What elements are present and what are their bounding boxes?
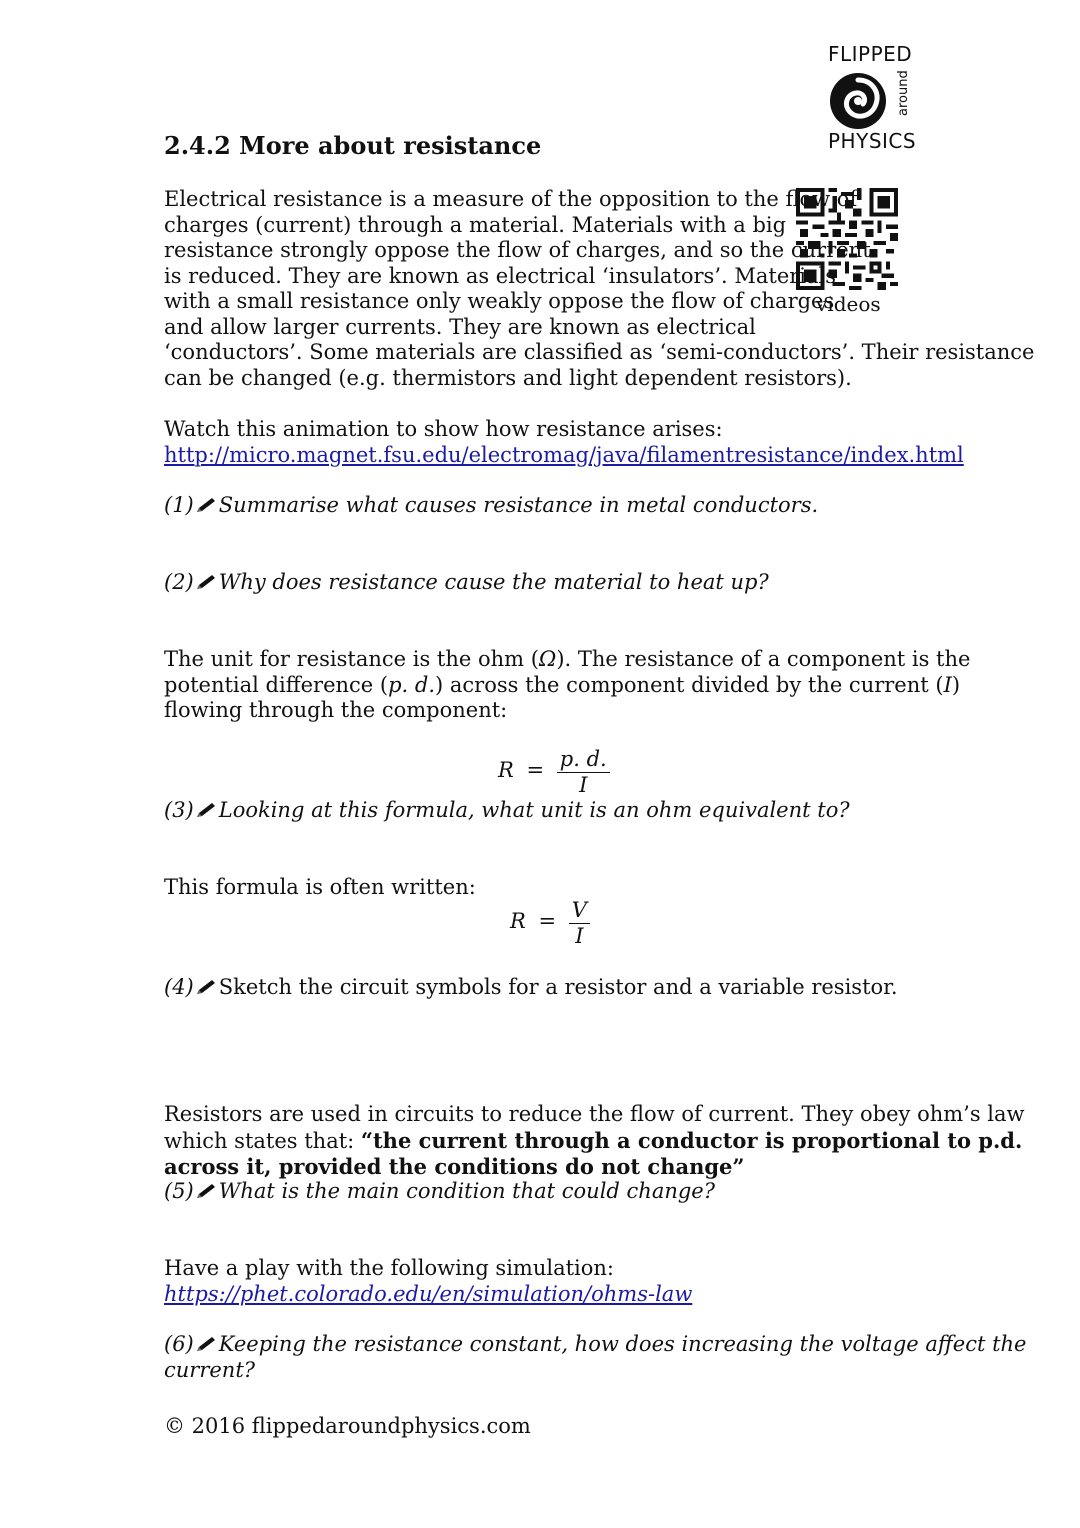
- logo-text-side: around: [896, 70, 911, 116]
- question-number: (2): [164, 570, 194, 594]
- pencil-icon: [195, 979, 217, 995]
- question-number: (4): [164, 975, 194, 999]
- formula-lhs: R: [498, 758, 514, 782]
- formula-equals: =: [538, 909, 557, 933]
- question-number: (6): [164, 1332, 194, 1356]
- question-text: Summarise what causes resistance in metal conductors.: [218, 493, 819, 517]
- text-run: which states that:: [164, 1128, 361, 1153]
- ohms-law-statement: “the current through a conductor is proportional to p.d.: [360, 1127, 1023, 1153]
- footer-copyright: © 2016 flippedaroundphysics.com: [164, 1414, 531, 1438]
- ohm-symbol: Ω: [538, 647, 557, 671]
- question-2: [164, 570, 769, 596]
- formula-numerator: p. d.: [557, 746, 610, 773]
- intro-line: and allow larger currents. They are known as electrical: [164, 314, 756, 339]
- intro-paragraph: [164, 187, 1035, 391]
- formula-fraction: [557, 746, 610, 797]
- question-text: Why does resistance cause the material to heat up?: [218, 570, 769, 594]
- intro-line: can be changed (e.g. thermistors and light dependent resistors).: [164, 365, 852, 390]
- formula-resistance-pd: [498, 746, 610, 797]
- logo-swirl-icon: [828, 70, 892, 132]
- question-3: [164, 798, 850, 824]
- question-6: [164, 1332, 1026, 1383]
- pencil-icon: [195, 802, 217, 818]
- text-run: ): [951, 672, 961, 697]
- text-run: ) across the component divided by the current (: [435, 672, 944, 697]
- question-5: [164, 1179, 715, 1205]
- formula-lhs: R: [510, 909, 526, 933]
- question-text: Looking at this formula, what unit is an ohm equivalent to?: [218, 798, 850, 822]
- animation-link[interactable]: http://micro.magnet.fsu.edu/electromag/java/filamentresistance/index.html: [164, 442, 964, 467]
- pencil-icon: [195, 1183, 217, 1199]
- formula-resistance-v: [510, 897, 590, 948]
- formula-equals: =: [526, 758, 545, 782]
- formula-numerator: V: [569, 897, 590, 924]
- intro-line: Electrical resistance is a measure of the opposition to the flow of: [164, 187, 858, 211]
- text-run: flowing through the component:: [164, 698, 508, 722]
- simulation-section: [164, 1256, 692, 1307]
- text-run: The unit for resistance is the ohm (: [164, 647, 539, 671]
- pencil-icon: [195, 1336, 217, 1352]
- question-text: Sketch the circuit symbols for a resistor and a variable resistor.: [218, 975, 898, 999]
- animation-text: Watch this animation to show how resistance arises:: [164, 417, 723, 441]
- current-symbol: I: [943, 672, 952, 697]
- ohms-law-statement: across it, provided the conditions do not change”: [164, 1154, 745, 1179]
- page-title: 2.4.2 More about resistance: [164, 131, 542, 160]
- formula-fraction: [569, 897, 590, 948]
- pencil-icon: [195, 497, 217, 513]
- intro-line: with a small resistance only weakly oppose the flow of charges: [164, 289, 835, 313]
- text-run: potential difference (: [164, 672, 389, 697]
- question-number: (5): [164, 1179, 194, 1203]
- logo-text-top: FLIPPED: [828, 42, 913, 66]
- intro-line: ‘conductors’. Some materials are classified as ‘semi-conductors’. Their resistance: [164, 340, 1035, 364]
- question-text: What is the main condition that could change?: [218, 1179, 715, 1203]
- simulation-link[interactable]: https://phet.colorado.edu/en/simulation/ohms-law: [164, 1281, 693, 1306]
- intro-line: is reduced. They are known as electrical ‘insulators’. Materials: [164, 263, 837, 288]
- question-number: (1): [164, 493, 194, 517]
- ohms-law-paragraph: [164, 1102, 1025, 1181]
- unit-paragraph: [164, 647, 970, 724]
- formula-intro: This formula is often written:: [164, 875, 476, 899]
- question-number: (3): [164, 798, 194, 822]
- text-run: Resistors are used in circuits to reduce the flow of current. They obey ohm’s law: [164, 1102, 1025, 1126]
- question-1: [164, 493, 818, 519]
- question-text: current?: [164, 1357, 256, 1382]
- intro-line: resistance strongly oppose the flow of charges, and so the current: [164, 238, 871, 262]
- pencil-icon: [195, 574, 217, 590]
- formula-denominator: I: [575, 924, 584, 948]
- qr-label: videos: [816, 292, 881, 316]
- pd-symbol: p. d.: [388, 672, 436, 697]
- simulation-text: Have a play with the following simulation:: [164, 1256, 615, 1280]
- animation-section: [164, 417, 964, 468]
- question-text: Keeping the resistance constant, how does increasing the voltage affect the: [218, 1332, 1027, 1356]
- formula-denominator: I: [579, 773, 588, 797]
- logo-text-bottom: PHYSICS: [828, 129, 917, 153]
- text-run: ). The resistance of a component is the: [556, 647, 971, 671]
- question-4: [164, 975, 898, 1001]
- intro-line: charges (current) through a material. Materials with a big: [164, 212, 787, 237]
